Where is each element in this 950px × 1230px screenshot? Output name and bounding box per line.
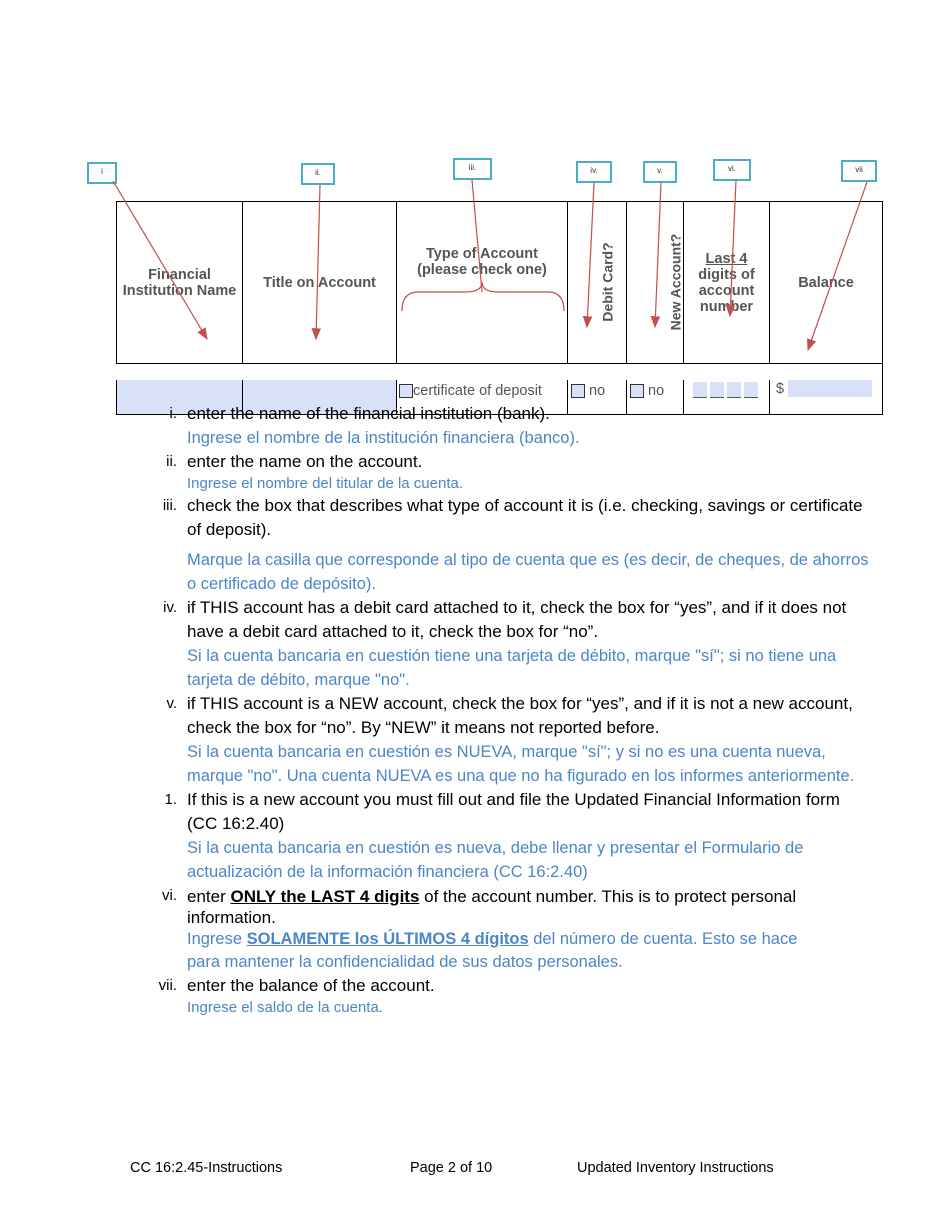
item-marker: v. [166,695,177,712]
debit-no-label: no [589,383,606,399]
arrow-i [113,181,207,339]
item-marker: iii. [162,497,177,514]
cd-checkbox[interactable] [399,384,413,398]
item-es: Ingrese el nombre del titular de la cuenta. [187,475,463,492]
list-item [0,974,950,1018]
callout-vii: vii [841,160,877,182]
list-item [0,884,950,974]
balance-field[interactable] [788,379,872,397]
item-marker: 1. [164,791,177,808]
arrow-iii-stem [472,180,482,292]
debit-no-checkbox[interactable] [571,384,585,398]
cd-label: certificate of deposit [413,383,542,399]
header-type-line1: Type of Account [426,246,538,262]
digit-1-field[interactable] [693,382,707,398]
arrow-vi [730,180,736,316]
item-en-post: of the account number. This is to protect personal information. [187,887,797,927]
callout-vi: vi. [713,159,751,181]
list-item [0,788,950,884]
callout-i: i [87,162,117,184]
item-en: if THIS account is a NEW account, check the box for “yes”, and if it is not a new account, check the box for “no”. By “NEW” it means not reported before. [187,694,853,737]
item-es-bold: SOLAMENTE los ÚLTIMOS 4 dígitos [246,930,529,948]
footer-left: CC 16:2.45-Instructions [130,1160,283,1176]
item-marker: ii. [166,453,177,470]
callout-iv: iv. [576,161,612,183]
callout-iii: iii. [453,158,492,180]
arrow-iv [587,183,594,327]
list-item [0,494,950,596]
item-en: check the box that describes what type of account it is (i.e. checking, savings or certificate of deposit). [187,496,863,539]
item-es: Si la cuenta bancaria en cuestión es NUEVA, marque "sí"; y si no es una cuenta nueva, marque "no". Una cuenta NUEVA es una que no ha figurado en los informes anteriormente. [187,743,855,785]
item-marker: vii. [158,977,177,994]
list-item [0,596,950,692]
item-en [187,884,870,928]
instruction-list [0,402,950,1018]
list-item [0,692,950,788]
new-no-checkbox[interactable] [630,384,644,398]
form-figure [0,0,950,399]
header-new-text: New Account? [667,233,684,331]
new-no-label: no [648,383,665,399]
footer-right: Updated Inventory Instructions [577,1160,774,1176]
item-es: Marque la casilla que corresponde al tipo de cuenta que es (es decir, de cheques, de ahorros o certificado de depósito). [187,551,869,593]
callout-ii: ii. [301,163,335,185]
header-last4-rest: digits of account number [698,266,755,315]
item-es: Ingrese el nombre de la institución financiera (banco). [187,429,580,447]
digit-2-field[interactable] [710,382,724,398]
item-marker: i. [169,405,177,422]
item-es: Ingrese el saldo de la cuenta. [187,999,383,1016]
arrow-ii [316,185,320,339]
currency-symbol: $ [776,381,785,397]
item-en: If this is a new account you must fill out and file the Updated Financial Information form (CC 16:2.40) [187,790,840,833]
digit-4-field[interactable] [744,382,758,398]
list-item [0,402,950,450]
header-title: Title on Account [243,202,397,364]
header-institution: Financial Institution Name [117,202,243,364]
annotation-arrows [0,0,950,380]
header-balance: Balance [770,202,883,364]
digit-3-field[interactable] [727,382,741,398]
item-marker: vi. [162,887,177,904]
arrow-v [655,183,661,327]
item-en-pre: enter [187,887,231,906]
item-en: enter the name on the account. [187,452,423,471]
item-en: enter the name of the financial institution (bank). [187,404,550,423]
item-es: Si la cuenta bancaria en cuestión es nueva, debe llenar y presentar el Formulario de actualización de la información financiera (CC 16:2.40) [187,839,804,881]
item-es-pre: Ingrese [187,930,247,948]
item-en: if THIS account has a debit card attached to it, check the box for “yes”, and if it does not have a debit card attached to it, check the box for “no”. [187,598,847,641]
footer-page-number: Page 2 of 10 [410,1160,493,1176]
list-item [0,450,950,494]
header-type-line2: (please check one) [417,262,547,278]
item-es-post: del número de cuenta. Esto se hace para mantener la confidencialidad de sus datos personales. [187,930,798,971]
bracket-iii [402,282,564,311]
callout-v: v. [643,161,677,183]
header-last4-title: Last 4 [705,250,748,267]
item-marker: iv. [163,599,177,616]
item-en: enter the balance of the account. [187,976,435,995]
item-es: Si la cuenta bancaria en cuestión tiene una tarjeta de débito, marque "sí"; si no tiene una tarjeta de débito, marque "no". [187,647,837,689]
item-en-bold: ONLY the LAST 4 digits [230,887,420,906]
header-debit-text: Debit Card? [599,242,616,322]
item-es [187,928,870,974]
arrow-vii [808,182,867,350]
